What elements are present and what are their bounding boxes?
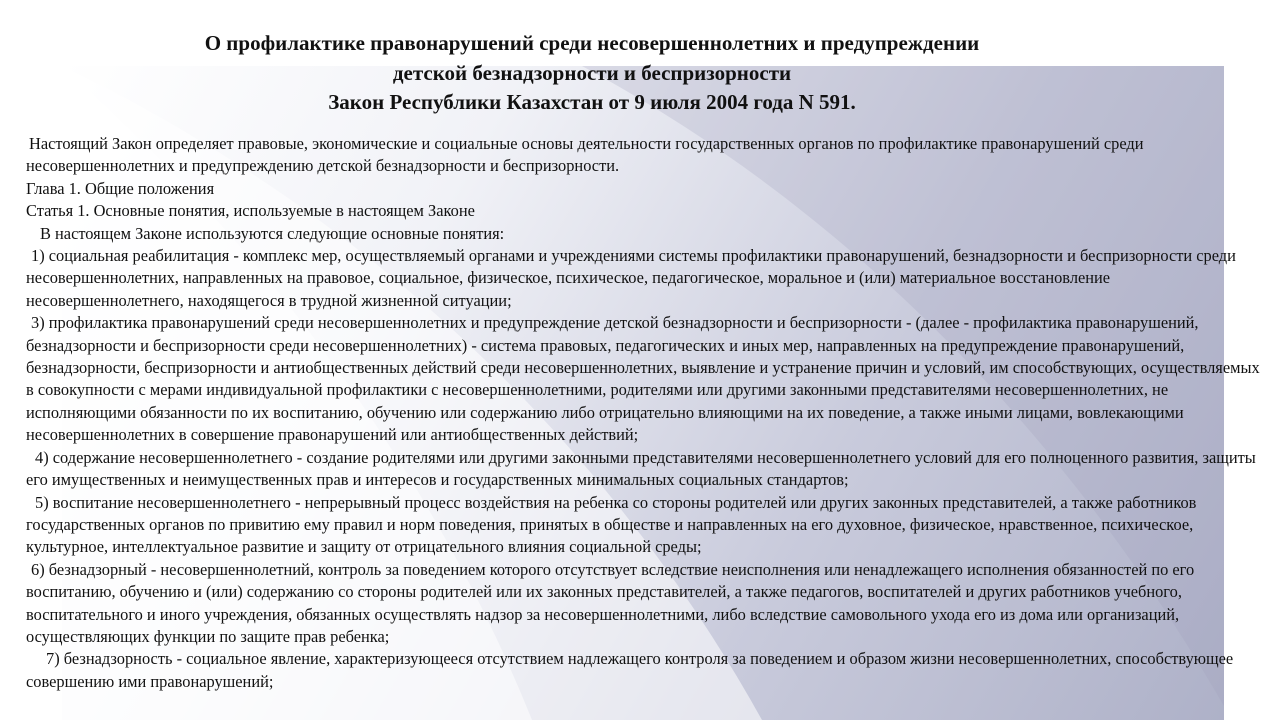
- definition-item-4: 4) содержание несовершеннолетнего - создание родителями или другими законными представителями несовершеннолетнего условий для его полноценного развития, защиты его имущественных и неимущественных прав и интересов и государственных минимальных социальных стандартов;: [26, 447, 1256, 490]
- title-line-1: О профилактике правонарушений среди несовершеннолетних и предупреждении: [204, 31, 980, 55]
- definition-item-7: 7) безнадзорность - социальное явление, характеризующееся отсутствием надлежащего контроля за поведением и образом жизни несовершеннолетних, способствующее совершению ими правонарушений;: [26, 649, 1234, 691]
- definitions-intro: В настоящем Законе используются следующие основные понятия:: [40, 223, 505, 243]
- document-body: [26, 133, 1266, 693]
- preamble-paragraph: Настоящий Закон определяет правовые, экономические и социальные основы деятельности государственных органов по профилактике правонарушений среди несовершеннолетних и предупреждению детской безнадзорности и беспризорности.: [26, 134, 1144, 176]
- definition-item-5: 5) воспитание несовершеннолетнего - непрерывный процесс воздействия на ребенка со стороны родителей или других законных представителей, а также работников государственных органов по привитию ему правил и норм поведения, принятых в обществе и направленных на его духовное, физическое, нравственное, психическое, культурное, интеллектуальное развитие и защиту от отрицательного влияния социальной среды;: [26, 492, 1197, 557]
- document-title: [0, 29, 1184, 118]
- article-heading: Статья 1. Основные понятия, используемые в настоящем Законе: [26, 201, 475, 221]
- title-line-3: Закон Республики Казахстан от 9 июля 2004 года N 591.: [328, 90, 856, 114]
- definition-item-3: 3) профилактика правонарушений среди несовершеннолетних и предупреждение детской безнадзорности и беспризорности - (далее - профилактика правонарушений, безнадзорности и беспризорности среди несовершеннолетних) - система правовых, педагогических и иных мер, направленных на предупреждение правонарушений, безнадзорности, беспризорности и антиобщественных действий среди несовершеннолетних, выявление и устранение причин и условий, им способствующих, осуществляемых в совокупности с мерами индивидуальной профилактики с несовершеннолетними, родителями или другими законными представителями несовершеннолетних, не исполняющими обязанности по их воспитанию, обучению или содержанию либо отрицательно влияющими на их поведение, а также иными лицами, вовлекающими несовершеннолетних в совершение правонарушений или антиобщественных действий;: [26, 313, 1260, 445]
- definition-item-6: 6) безнадзорный - несовершеннолетний, контроль за поведением которого отсутствует вследствие неисполнения или ненадлежащего исполнения обязанностей по его воспитанию, обучению и (или) содержанию со стороны родителей или их законных представителей, а также педагогов, воспитателей и других работников учебного, воспитательного и иного учреждения, обязанных осуществлять надзор за несовершеннолетними, либо вследствие самовольного ухода его из дома или организаций, осуществляющих функции по защите прав ребенка;: [26, 559, 1195, 646]
- definition-item-1: 1) социальная реабилитация - комплекс мер, осуществляемый органами и учреждениями системы профилактики правонарушений, безнадзорности и беспризорности среди несовершеннолетних, направленных на правовое, социальное, физическое, психическое, педагогическое, моральное и (или) материальное восстановление несовершеннолетнего, находящегося в трудной жизненной ситуации;: [26, 246, 1236, 310]
- title-line-2: детской безнадзорности и беспризорности: [392, 60, 792, 85]
- chapter-heading: Глава 1. Общие положения: [26, 178, 215, 198]
